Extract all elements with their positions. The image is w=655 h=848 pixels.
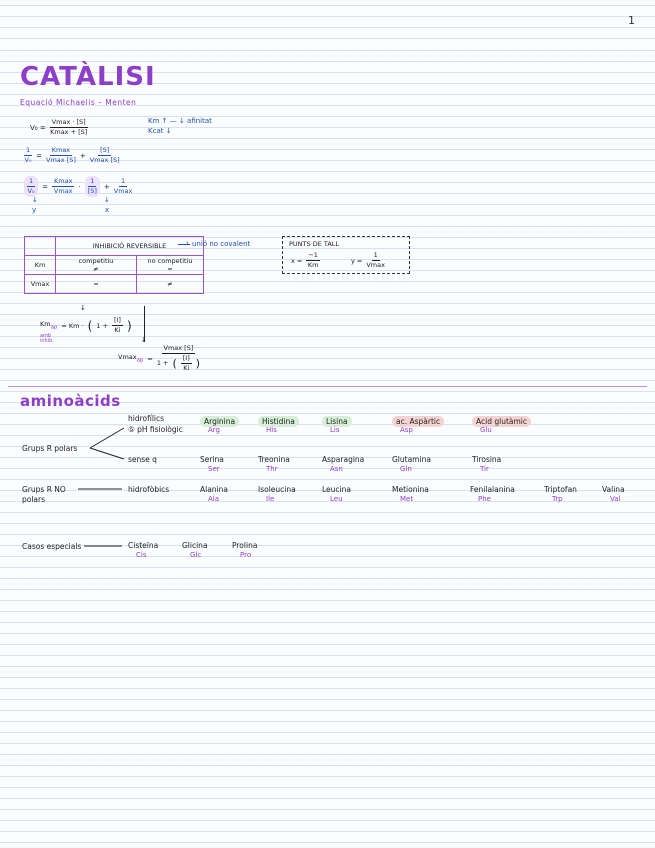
lb1-s: [S] <box>100 146 110 154</box>
amino-name: Tirosina <box>472 455 502 464</box>
table-header: INHIBICIÓ REVERSIBLE <box>56 237 204 256</box>
group-casos: Casos especials <box>22 542 82 551</box>
amino-name: Treonina <box>258 455 290 464</box>
amino-name: Lisina <box>322 416 352 427</box>
lb1-plus: + <box>79 151 86 160</box>
amino-abbr: Arg <box>208 426 220 434</box>
km-ap-paren-open: ( <box>87 318 93 333</box>
header-arrow-icon: › <box>186 239 189 247</box>
cut-x-den: Km <box>307 261 319 269</box>
lb2-s: [S] <box>87 187 97 195</box>
cut-x-label: x = <box>291 256 303 265</box>
lb2-one-c: 1 <box>121 177 126 185</box>
amino-name: Glutamina <box>392 455 431 464</box>
kcat-note: Kcat ↓ <box>148 127 172 135</box>
table-row-km: Km <box>25 256 56 275</box>
amino-abbr: Met <box>400 495 414 503</box>
cut-x-num: −1 <box>308 251 318 259</box>
amino-abbr: Asp <box>400 426 413 434</box>
cut-points-title: PUNTS DE TALL <box>289 240 340 248</box>
amino-abbr: Glu <box>480 426 492 434</box>
x-label: x <box>105 206 110 214</box>
amino-abbr: Leu <box>330 495 343 503</box>
lb1-one: 1 <box>26 146 31 154</box>
y-arrow: ↓ <box>32 196 38 204</box>
subtitle: Equació Michaelis – Menten <box>20 98 137 107</box>
amino-name: Acid glutàmic <box>472 416 531 427</box>
lb2-one: 1 <box>29 177 34 185</box>
amino-abbr: Val <box>610 495 621 503</box>
amino-abbr: Pro <box>240 551 252 559</box>
v0-label: V₀ = <box>30 123 46 132</box>
x-arrow: ↓ <box>104 196 110 204</box>
group-no-polars: Grups R NO polars <box>22 485 66 504</box>
arrow-to-sense-q <box>90 448 124 459</box>
amino-abbr: Ser <box>208 465 220 473</box>
km-competitiu: ≠ <box>93 265 99 273</box>
cut-y-num: 1 <box>373 251 378 259</box>
amino-name: ac. Aspàrtic <box>392 416 444 427</box>
group-polars: Grups R polars <box>22 444 78 453</box>
amino-abbr: Asn <box>330 465 343 473</box>
cut-y-label: y = <box>351 256 363 265</box>
amino-abbr: Gln <box>400 465 412 473</box>
amino-abbr: Cis <box>136 551 147 559</box>
col-competitiu-label: competitiu <box>78 257 114 265</box>
amino-name: Asparagina <box>322 455 365 464</box>
arrow-note: unió no covalent <box>192 240 251 248</box>
km-ap-sub: ap <box>50 324 58 331</box>
lb1-eq: = <box>36 151 43 160</box>
col-no-competitiu-label: no competitiu <box>147 257 193 265</box>
amino-name: Arginina <box>200 416 239 427</box>
lb1-v0: V₀ <box>24 156 32 164</box>
vmax-ap-sub: ap <box>136 357 144 364</box>
amino-abbr: Lis <box>330 426 340 434</box>
amino-name: Prolina <box>232 541 258 550</box>
km-down-arrow: ↓ <box>80 304 86 312</box>
page-number: 1 <box>628 14 635 27</box>
mm-numerator: Vmax · [S] <box>51 118 86 126</box>
amino-abbr: Ala <box>208 495 220 503</box>
amino-abbr: Ile <box>266 495 275 503</box>
lb2-vmax-b: Vmax <box>113 187 133 195</box>
vmax-ap-den-one: 1 + <box>156 359 169 367</box>
amino-name: Serina <box>200 455 224 464</box>
page-title: CATÀLISI <box>20 62 156 92</box>
km-ap-note: amb inhib. <box>40 333 54 344</box>
amino-abbr: His <box>266 426 277 434</box>
vmax-ap-eq: = <box>147 354 153 363</box>
amino-name: Isoleucina <box>258 485 296 494</box>
amino-abbr: Tir <box>480 465 489 473</box>
lb2-plus: + <box>103 182 110 191</box>
amino-name: Glicina <box>182 541 208 550</box>
lb1-vmax-s2: Vmax [S] <box>89 156 120 164</box>
lb2-v0: V₀ <box>27 187 35 195</box>
amino-abbr: Glc <box>190 551 202 559</box>
amino-name: Leucina <box>322 485 351 494</box>
amino-name: Fenilalanina <box>470 485 515 494</box>
amino-name: Valina <box>602 485 625 494</box>
cut-y-den: Vmax <box>366 261 385 269</box>
group-hidrofobics: hidrofòbics <box>128 485 170 494</box>
lb2-one-b: 1 <box>90 177 95 185</box>
km-ap-i: [I] <box>113 316 121 324</box>
lb1-vmax-s: Vmax [S] <box>46 156 76 164</box>
lb2-kmax: Kmax <box>54 177 73 185</box>
lb2-eq: = <box>42 182 49 191</box>
amino-name: Metionina <box>392 485 429 494</box>
lb2-dot: · <box>78 182 81 191</box>
km-ap-ki: Ki <box>114 326 121 334</box>
amino-name: Triptofan <box>544 485 577 494</box>
group-ph: ⑤ pH fisiològic <box>128 425 183 434</box>
vmax-ap-num: Vmax [S] <box>163 344 194 352</box>
group-sense-q: sense q <box>128 455 157 464</box>
vmax-no-competitiu: ≠ <box>137 275 204 294</box>
y-label: y <box>32 206 37 214</box>
amino-abbr: Thr <box>266 465 278 473</box>
amino-name: Alanina <box>200 485 228 494</box>
lb1-kmax: Kmax <box>51 146 71 154</box>
mm-denominator: Kmax + [S] <box>50 128 88 136</box>
lb2-vmax: Vmax <box>53 187 73 195</box>
amino-abbr: Trp <box>552 495 563 503</box>
arrow-to-hidrofilics <box>90 428 124 448</box>
amino-name: Histidina <box>258 416 299 427</box>
km-ap-km: Km <box>40 320 51 329</box>
vmax-competitiu: = <box>56 275 137 294</box>
vmax-ap-paren-open: ( <box>172 357 177 370</box>
km-note: Km ↑ — ↓ afinitat <box>148 117 212 125</box>
amino-heading: aminoàcids <box>20 392 121 410</box>
vmax-ap-vmax: Vmax <box>118 353 137 362</box>
km-no-competitiu: = <box>167 265 173 273</box>
group-hidrofilics: hidrofílics <box>128 414 165 423</box>
km-ap-one: 1 + <box>96 321 108 330</box>
table-row-vmax: Vmax <box>25 275 56 294</box>
vmax-ap-i: [I] <box>182 354 190 362</box>
vmax-ap-paren-close: ) <box>195 357 201 370</box>
km-ap-paren-close: ) <box>126 318 132 333</box>
vmax-ap-ki: Ki <box>183 364 190 372</box>
amino-abbr: Phe <box>478 495 491 503</box>
km-ap-eq: = Km · <box>61 321 84 330</box>
amino-name: Cisteïna <box>128 541 159 550</box>
vmax-arrow-icon: ↓ <box>141 336 147 344</box>
